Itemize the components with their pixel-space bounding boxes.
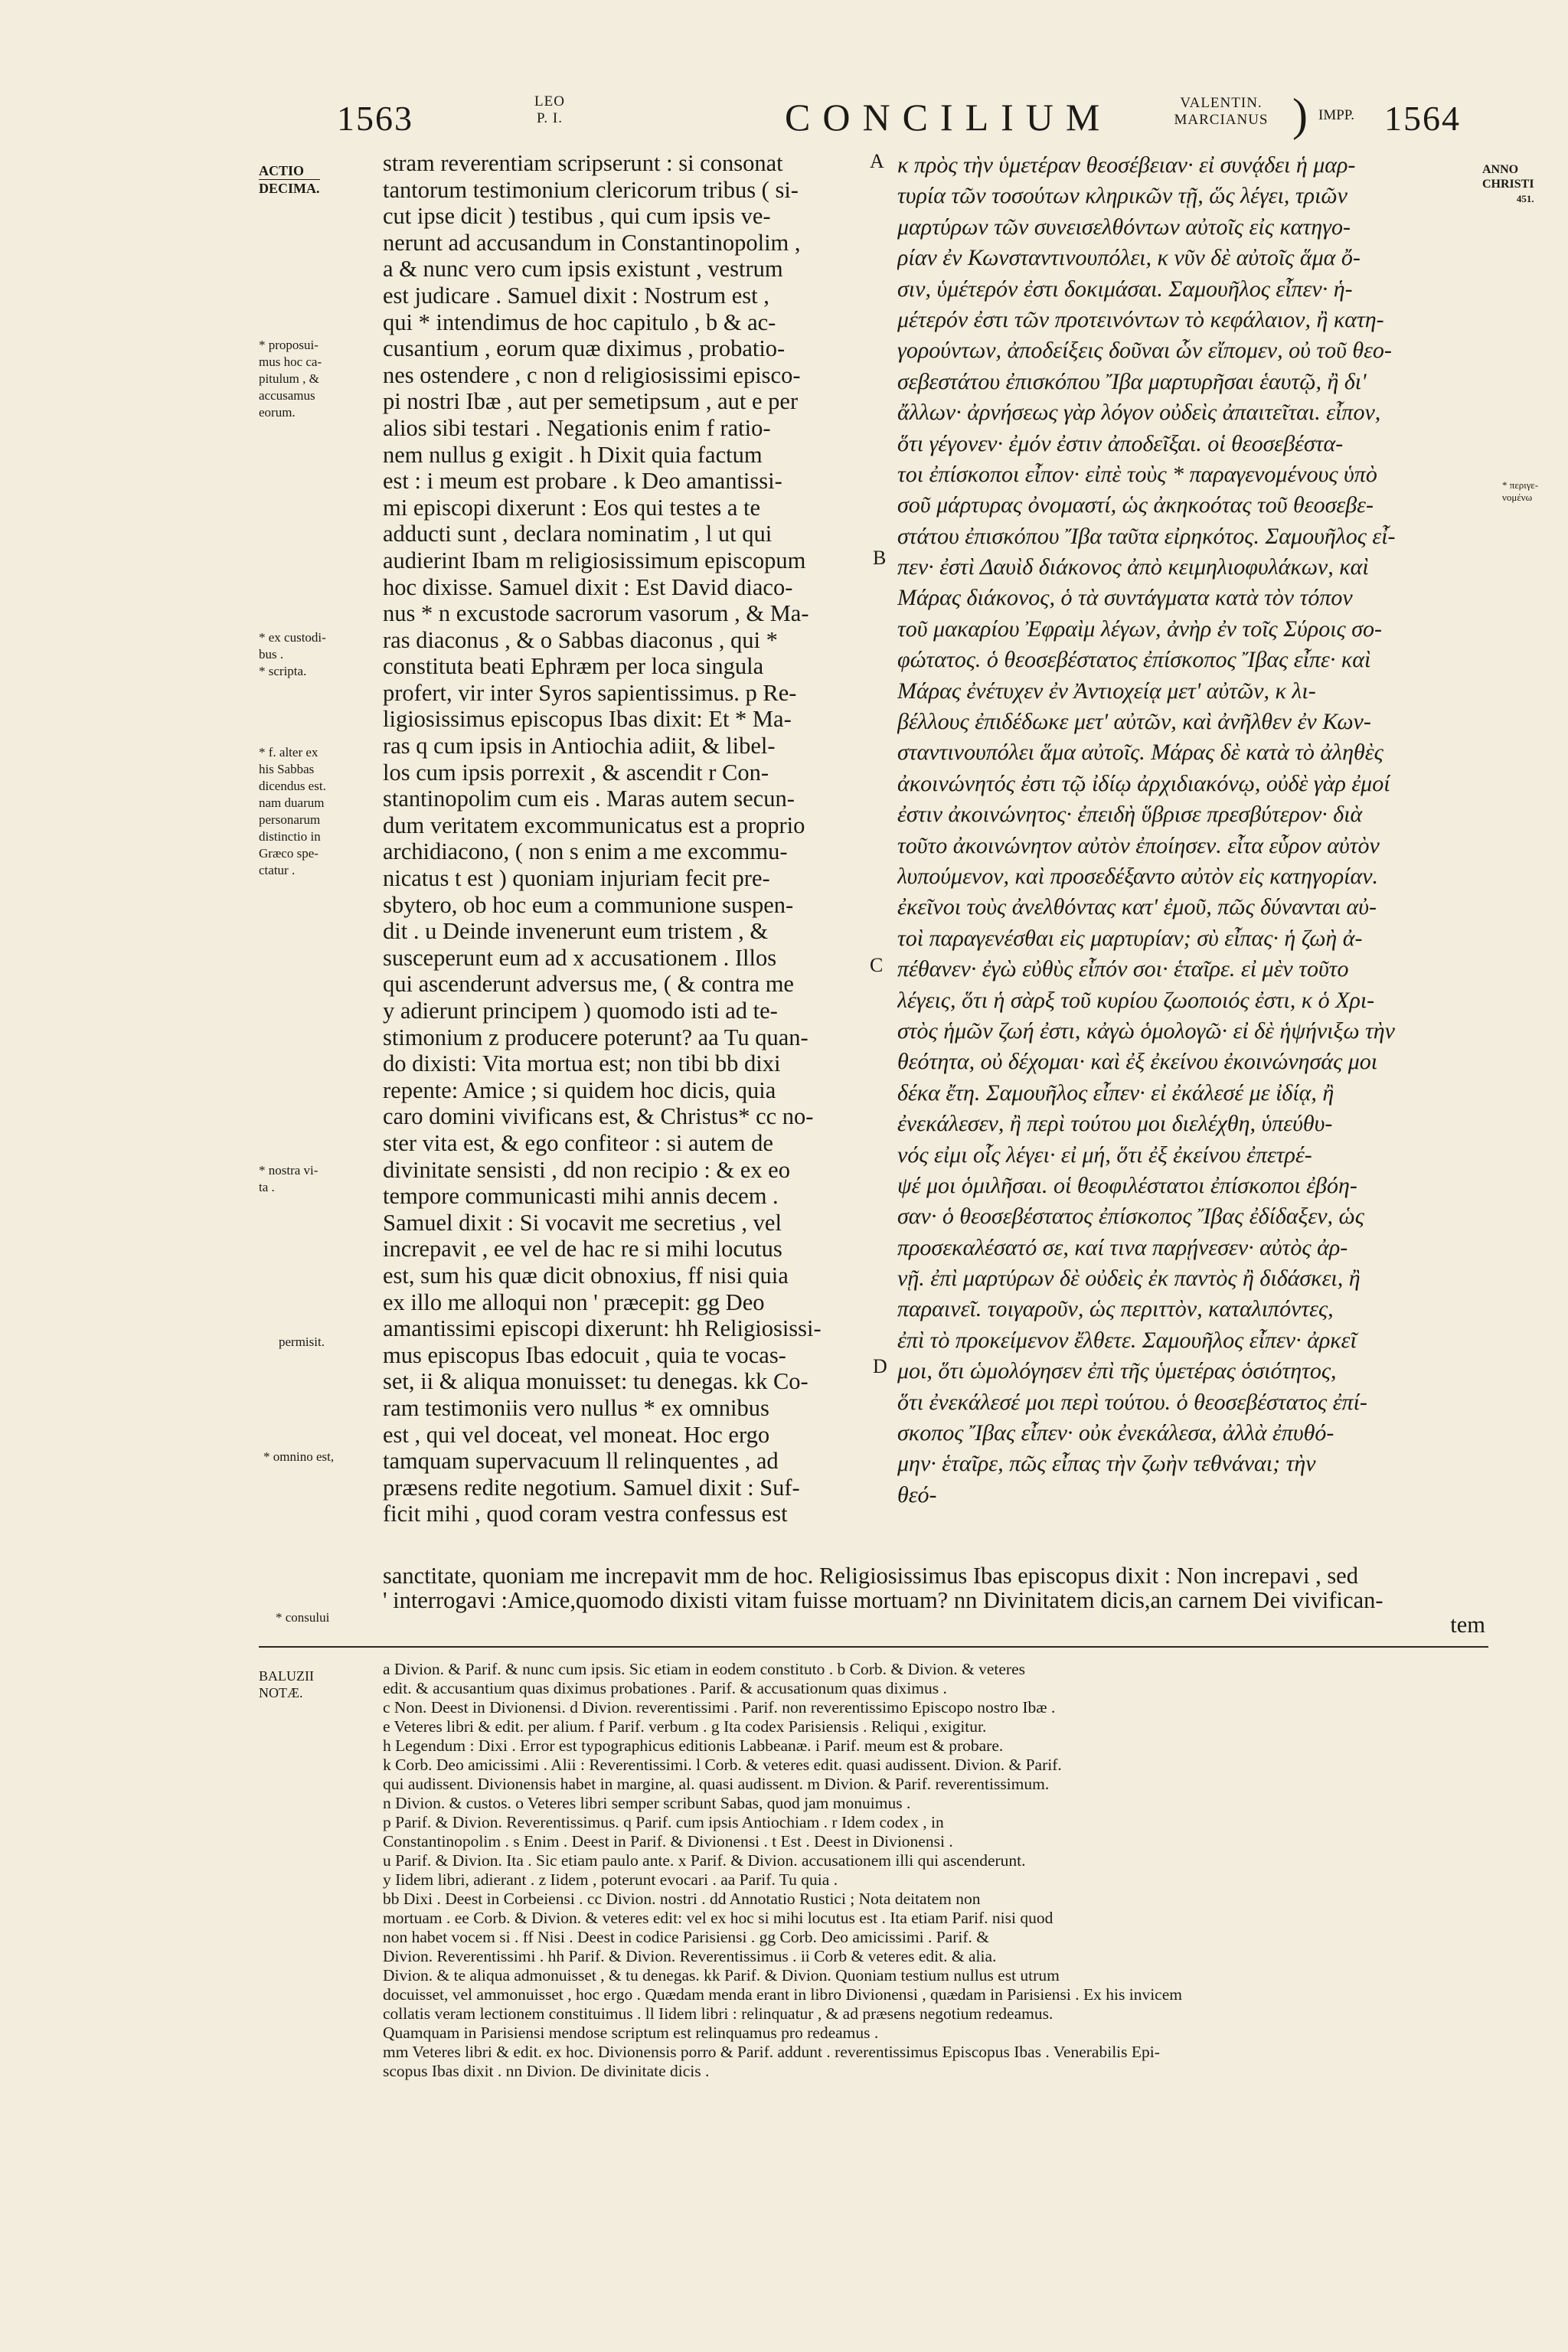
footnote-line: h Legendum : Dixi . Error est typographicus editionis Labbeanæ. i Parif. meum est & probare. — [383, 1736, 1004, 1755]
latin-line: adducti sunt , declara nominatim , l ut qui — [383, 521, 773, 547]
greek-line: στάτου ἐπισκόπου Ἴβα ταῦτα εἰρηκότος. Σαμουῆλος εἶ- — [897, 523, 1396, 549]
sidenote-custodibus: * ex custodi- bus . * scripta. — [259, 630, 326, 678]
latin-line: nus * n excustode sacrorum vasorum , & Ma- — [383, 600, 809, 627]
latin-line: stantinopolim cum eis . Maras autem secun- — [383, 786, 795, 812]
header-marcianus: MARCIANUS — [1174, 112, 1269, 128]
footnote-line: scopus Ibas dixit . nn Divion. De divinitate dicis . — [383, 2062, 710, 2080]
latin-line: profert, vir inter Syros sapientissimus. p Re- — [383, 679, 797, 706]
greek-line: ὅτι ἐνεκάλεσέ μοι περὶ τούτου. ὁ θεοσεβέστατος ἐπί- — [897, 1389, 1367, 1415]
greek-line: ἐνεκάλεσεν, ἢ περὶ τούτου μοι διελέχθη, ὑπεύθυ- — [897, 1111, 1333, 1137]
latin-line: set, ii & aliqua monuisset: tu denegas. kk Co- — [383, 1368, 808, 1395]
latin-line: tamquam supervacuum ll relinquentes , ad — [383, 1448, 779, 1475]
latin-line: do dixisti: Vita mortua est; non tibi bb dixi — [383, 1050, 781, 1077]
greek-line: τοὶ παραγενέσθαι εἰς μαρτυρίαν; σὺ εἶπας· ἡ ζωὴ ἀ- — [897, 925, 1363, 951]
greek-line: σοῦ μάρτυρας ὀνομαστί, ὡς ἀκηκοότας τοῦ θεοσεβε- — [897, 492, 1374, 518]
greek-line: μαρτύρων τῶν συνεισελθόντων αὐτοῖς εἰς κατηγο- — [897, 214, 1351, 240]
greek-line: τυρία τῶν τοσούτων κληρικῶν τῇ, ὥς λέγει, τριῶν — [897, 183, 1348, 209]
latin-line: audierint Ibam m religiosissimum episcopum — [383, 547, 806, 573]
page-number-left: 1563 — [337, 99, 413, 138]
greek-line: θεότητα, οὐ δέχομαι· καὶ ἐξ ἐκείνου ἐκοινώνησάς μοι — [897, 1049, 1378, 1075]
footnote-line: k Corb. Deo amicissimi . Alii : Reverentissimi. l Corb. & veteres edit. quasi audissent. Divion. & Parif. — [383, 1756, 1062, 1774]
decima-word: DECIMA. — [259, 181, 320, 196]
greek-line: σταντινουπόλει ἅμα αὐτοῖς. Μάρας δὲ κατὰ τὸ ἀληθὲς — [897, 740, 1383, 766]
sidenote-nostra-vita: * nostra vi- ta . — [259, 1163, 318, 1194]
footnote-line: mm Veteres libri & edit. ex hoc. Divionensis porro & Parif. addunt . reverentissimus Episcopus Ibas . Venerabilis Epi- — [383, 2043, 1160, 2061]
latin-line: constituta beati Ephræm per loca singula — [383, 653, 764, 680]
latin-line: increpavit , ee vel de hac re si mihi locutus — [383, 1236, 782, 1263]
latin-line: los cum ipsis porrexit , & ascendit r Con- — [383, 759, 769, 786]
latin-line: est judicare . Samuel dixit : Nostrum est , — [383, 282, 769, 309]
actio-label — [259, 162, 320, 197]
latin-line: caro domini vivificans est, & Christus* cc no- — [383, 1103, 814, 1130]
latin-line: mi episcopi dixerunt : Eos qui testes a te — [383, 494, 760, 521]
full-width-text — [383, 1563, 1485, 1637]
latin-line: Samuel dixit : Si vocavit me secretius , vel — [383, 1209, 782, 1236]
latin-line: est, sum his quæ dicit obnoxius, ff nisi quia — [383, 1262, 789, 1289]
section-marker-b: B — [873, 547, 887, 569]
footnote-line: qui audissent. Divionensis habet in margine, al. quasi audissent. m Divion. & Parif. reverentissimum. — [383, 1775, 1050, 1793]
greek-line: Μάρας ἐνέτυχεν ἐν Ἀντιοχείᾳ μετ' αὐτῶν, κ λι- — [897, 678, 1316, 704]
latin-line: ligiosissimus episcopus Ibas dixit: Et * Ma- — [383, 706, 792, 733]
greek-line: τοι ἐπίσκοποι εἶπον· εἰπὲ τοὺς * παραγενομένους ὑπὸ — [897, 461, 1377, 487]
latin-line: hoc dixisse. Samuel dixit : Est David diaco- — [383, 573, 793, 600]
greek-line: βέλλους ἐπιδέδωκε μετ' αὐτῶν, καὶ ἀνῆλθεν ἐν Κων- — [897, 709, 1371, 735]
greek-line: σιν, ὑμέτερόν ἐστι δοκιμάσαι. Σαμουῆλος εἶπεν· ἡ- — [897, 276, 1353, 302]
latin-line: divinitate sensisti , dd non recipio : & ex eo — [383, 1156, 790, 1183]
greek-line: παραινεῖ. τοιγαροῦν, ὡς περιττὸν, καταλιπόντες, — [897, 1296, 1334, 1322]
greek-line: σαν· ὁ θεοσεβέστατος ἐπίσκοπος Ἴβας ἐδίδαξεν, ὡς — [897, 1204, 1364, 1230]
sidenote-permisit: permisit. — [279, 1334, 325, 1349]
greek-line: μην· ἑταῖρε, πῶς εἶπας τὴν ζωὴν τεθνάναι; τὴν — [897, 1451, 1316, 1477]
footnote-line: n Divion. & custos. o Veteres libri semper scribunt Sabas, quod jam monuimus . — [383, 1794, 911, 1812]
greek-line: μέτερόν ἐστι τῶν προτεινόντων τὸ κεφάλαιον, ἢ κατη- — [897, 306, 1384, 332]
greek-line: τοῦτο ἀκοινώνητον αὐτὸν ἐποίησεν. εἶτα εὗρον αὐτὸν — [897, 832, 1380, 858]
sidenote-sabbas: * f. alter ex his Sabbas dicendus est. nam duarum personarum distinctio in Græco spe- ctatur . — [259, 745, 326, 877]
latin-line: præsens redite negotium. Samuel dixit : Suf- — [383, 1474, 800, 1501]
anno-year: 451. — [1516, 193, 1534, 204]
latin-line: dit . u Deinde invenerunt eum tristem , & — [383, 918, 769, 945]
latin-line: pi nostri Ibæ , aut per semetipsum , aut e per — [383, 388, 799, 415]
baluzii-word: BALUZII — [259, 1668, 314, 1684]
section-marker-c: C — [870, 954, 884, 976]
footnote-line: edit. & accusantium quas diximus probationes . Parif. & accusationum quas diximus . — [383, 1679, 947, 1697]
latin-line: dum veritatem excommunicatus est a proprio — [383, 812, 805, 838]
footnote-line: Quamquam in Parisiensi mendose scriptum est relinquamus pro redeamus . — [383, 2024, 879, 2042]
greek-line: τοῦ μακαρίου Ἐφραὶμ λέγων, ἀνὴρ ἐν τοῖς Σύροις σο- — [897, 616, 1383, 642]
latin-line: ster vita est, & ego confiteor : si autem de — [383, 1129, 773, 1156]
latin-line: qui * intendimus de hoc capitulo , b & ac- — [383, 309, 776, 335]
anno-label — [1482, 162, 1534, 206]
latin-line: tantorum testimonium clericorum tribus ( si- — [383, 176, 799, 203]
footnote-line: Divion. Reverentissimi . hh Parif. & Divion. Reverentissimus . ii Corb & veteres edit. & alia. — [383, 1947, 997, 1965]
footnote-line: c Non. Deest in Divionensi. d Divion. reverentissimi . Parif. non reverentissimo Episcopo nostro Ibæ . — [383, 1698, 1056, 1717]
latin-line: ras q cum ipsis in Antiochia adiit, & libel- — [383, 733, 776, 760]
greek-line: πέθανεν· ἐγὼ εὐθὺς εἶπόν σοι· ἑταῖρε. εἰ μὲν τοῦτο — [897, 956, 1349, 982]
latin-line: repente: Amice ; si quidem hoc dicis, quia — [383, 1076, 776, 1103]
latin-line: a & nunc vero cum ipsis existunt , vestrum — [383, 256, 783, 283]
actio-word: ACTIO — [259, 162, 320, 180]
latin-line: ras diaconus , & o Sabbas diaconus , qui * — [383, 626, 778, 653]
footnote-line: Divion. & te aliqua admonuisset , & tu denegas. kk Parif. & Divion. Quoniam testium nullus est utrum — [383, 1966, 1060, 1984]
greek-line: κ πρὸς τὴν ὑμετέραν θεοσέβειαν· εἰ συνᾴδει ἡ μαρ- — [897, 152, 1356, 178]
latin-line: qui ascenderunt adversus me, ( & contra me — [383, 971, 794, 998]
latin-line: nem nullus g exigit . h Dixit quia factum — [383, 441, 763, 468]
latin-line: cusantium , eorum quæ diximus , probatio- — [383, 335, 786, 362]
greek-line: φώτατος. ὁ θεοσεβέστατος ἐπίσκοπος Ἴβας εἶπε· καὶ — [897, 647, 1371, 673]
latin-line: est : i meum est probare . k Deo amantissi- — [383, 468, 782, 495]
latin-column — [383, 150, 871, 1527]
latin-line: nerunt ad accusandum in Constantinopolim , — [383, 229, 801, 256]
latin-line: archidiacono, ( non s enim a me excommu- — [383, 838, 788, 865]
greek-line: στὸς ἡμῶν ζωή ἐστι, κἀγὼ ὁμολογῶ· εἰ δὲ ἡψήνιξω τὴν — [897, 1018, 1395, 1044]
footnote-line: y Iidem libri, adierant . z Iidem , poterunt evocari . aa Parif. Tu quia . — [383, 1870, 838, 1889]
sidenote-consului: * consului — [276, 1610, 330, 1625]
baluzii-notae-label — [259, 1668, 314, 1701]
footnote-line: e Veteres libri & edit. per alium. f Parif. verbum . g Ita codex Parisiensis . Reliqui , exigitur. — [383, 1717, 987, 1736]
greek-line: ἐπὶ τὸ προκείμενον ἔλθετε. Σαμουῆλος εἶπεν· ἀρκεῖ — [897, 1327, 1357, 1353]
full-line-2: ' interrogavi :Amice,quomodo dixisti vitam fuisse mortuam? nn Divinitatem dicis,an carnem Dei vivifican- — [383, 1587, 1383, 1613]
greek-line: ἄλλων· ἀρνήσεως γὰρ λόγον οὐδεὶς ἀπαιτεῖται. εἶπον, — [897, 400, 1381, 426]
latin-line: ficit mihi , quod coram vestra confessus est — [383, 1501, 788, 1527]
header-pi: P. I. — [536, 110, 564, 126]
greek-column — [897, 150, 1487, 1511]
latin-line: nes ostendere , c non d religiosissimi episco- — [383, 361, 801, 388]
anno-word: ANNO — [1482, 163, 1519, 176]
footnote-line: mortuam . ee Corb. & Divion. & veteres edit: vel ex hoc si mihi locutus est . Ita etiam Parif. nisi quod — [383, 1909, 1054, 1927]
notae-word: NOTÆ. — [259, 1685, 303, 1700]
christi-word: CHRISTI — [1482, 178, 1534, 191]
latin-line: stimonium z producere poterunt? aa Tu quan- — [383, 1024, 808, 1050]
footnote-rule — [259, 1646, 1488, 1648]
latin-line: mus episcopus Ibas edocuit , quia te vocas- — [383, 1341, 786, 1368]
greek-line: Μάρας διάκονος, ὁ τὰ συντάγματα κατὰ τὸν τόπον — [897, 585, 1353, 611]
full-line-1: sanctitate, quoniam me increpavit mm de hoc. Religiosissimus Ibas episcopus dixit : Non increpavi , sed — [383, 1563, 1358, 1589]
footnotes-block — [383, 1660, 1489, 2081]
header-pope — [527, 93, 573, 127]
greek-line: ἐστιν ἀκοινώνητος· ἐπειδὴ ὕβρισε πρεσβύτερον· διὰ — [897, 802, 1363, 828]
greek-line: σκοπος Ἴβας εἶπεν· οὐκ ἐνεκάλεσα, ἀλλὰ ἐπυθό- — [897, 1420, 1334, 1446]
footnote-line: docuisset, vel ammonuisset , hoc ergo . Quædam menda erant in libro Divionensi , quædam in Parisiensi . Ex his invicem — [383, 1985, 1182, 2004]
header-impp: IMPP. — [1318, 107, 1354, 123]
greek-line: λέγεις, ὅτι ἡ σὰρξ τοῦ κυρίου ζωοποιός ἐστι, κ ὁ Χρι- — [897, 987, 1375, 1013]
greek-line: γορούντων, ἀποδείξεις δοῦναι ὧν εἴπομεν, οὐ τοῦ θεο- — [897, 338, 1392, 364]
footnote-line: Constantinopolim . s Enim . Deest in Parif. & Divionensi . t Est . Deest in Divionensi . — [383, 1832, 953, 1851]
latin-line: alios sibi testari . Negationis enim f ratio- — [383, 414, 771, 441]
footnote-line: non habet vocem si . ff Nisi . Deest in codice Parisiensi . gg Corb. Deo amicissimi . Parif. & — [383, 1928, 989, 1946]
greek-line: νός εἰμι οἷς λέγει· εἰ μή, ὅτι ἐξ ἐκείνου ἐπετρέ- — [897, 1142, 1312, 1168]
header-valentin: VALENTIN. — [1180, 95, 1263, 111]
header-leo: LEO — [534, 93, 565, 109]
latin-line: y adierunt principem ) quomodo isti ad te- — [383, 998, 778, 1024]
latin-line: sbytero, ob hoc eum a communione suspen- — [383, 891, 794, 918]
greek-line: πεν· ἐστὶ Δαυὶδ διάκονος ἀπὸ κειμηλιοφυλάκων, καὶ — [897, 554, 1369, 580]
header-brace: ) — [1292, 90, 1308, 140]
greek-line: μοι, ὅτι ὡμολόγησεν ἐπὶ τῆς ὑμετέρας ὁσιότητος, — [897, 1358, 1337, 1384]
greek-line: προσεκαλέσατό σε, καί τινα παρῄνεσεν· αὐτὸς ἀρ- — [897, 1234, 1348, 1260]
page-number-right: 1564 — [1384, 99, 1461, 138]
footnote-line: a Divion. & Parif. & nunc cum ipsis. Sic etiam in eodem constituto . b Corb. & Divion. & veteres — [383, 1660, 1025, 1678]
footnote-line: collatis veram lectionem constituimus . ll Iidem libri : relinquatur , & ad præsens negotium redeamus. — [383, 2004, 1054, 2023]
header-emperors — [1156, 95, 1286, 129]
sidenote-greek: * περιγε- νομένω — [1502, 479, 1539, 503]
greek-line: ὅτι γέγονεν· ἐμόν ἐστιν ἀποδεῖξαι. οἱ θεοσεβέστα- — [897, 430, 1344, 456]
footnote-line: p Parif. & Divion. Reverentissimus. q Parif. cum ipsis Antiochiam . r Idem codex , in — [383, 1813, 944, 1831]
footnote-line: u Parif. & Divion. Ita . Sic etiam paulo ante. x Parif. & Divion. accusationem illi qui ascenderunt. — [383, 1851, 1026, 1870]
greek-line: θεό- — [897, 1481, 937, 1508]
sidenote-omnino: * omnino est, — [263, 1449, 335, 1464]
greek-line: ἐκεῖνοι τοὺς ἀνελθόντας κατ' ἐμοῦ, πῶς δύνανται αὐ- — [897, 894, 1377, 920]
latin-line: ex illo me alloqui non ' præcepit: gg Deo — [383, 1289, 765, 1315]
greek-line: σεβεστάτου ἐπισκόπου Ἴβα μαρτυρῆσαι ἑαυτῷ, ἢ δι' — [897, 368, 1367, 394]
latin-line: tempore communicasti mihi annis decem . — [383, 1183, 779, 1210]
greek-line: νῇ. ἐπὶ μαρτύρων δὲ οὐδεὶς ἐκ παντὸς ἢ διδάσκει, ἢ — [897, 1266, 1361, 1292]
footnote-line: bb Dixi . Deest in Corbeiensi . cc Divion. nostri . dd Annotatio Rustici ; Nota deitatem non — [383, 1890, 981, 1908]
latin-line: ram testimoniis vero nullus * ex omnibus — [383, 1394, 769, 1421]
section-marker-d: D — [873, 1355, 887, 1377]
latin-line: est , qui vel doceat, vel moneat. Hoc ergo — [383, 1421, 770, 1448]
greek-line: ἀκοινώνητός ἐστι τῷ ἰδίῳ ἀρχιδιακόνῳ, οὐδὲ γὰρ ἐμοί — [897, 770, 1390, 796]
latin-line: amantissimi episcopi dixerunt: hh Religiosissi- — [383, 1315, 822, 1342]
greek-line: λυπούμενον, καὶ προσεδέξαντο αὐτὸν εἰς κατηγορίαν. — [897, 863, 1379, 889]
greek-line: ρίαν ἐν Κωνσταντινουπόλει, κ νῦν δὲ αὐτοῖς ἅμα ὄ- — [897, 245, 1361, 271]
latin-line: susceperunt eum ad x accusationem . Illos — [383, 944, 777, 971]
greek-line: δέκα ἔτη. Σαμουῆλος εἶπεν· εἰ ἐκάλεσέ με ἰδίᾳ, ἢ — [897, 1080, 1334, 1106]
latin-line: cut ipse dicit ) testibus , qui cum ipsis ve- — [383, 203, 771, 230]
section-marker-a: A — [870, 150, 884, 172]
full-line-3: tem — [1450, 1612, 1485, 1638]
latin-line: stram reverentiam scripserunt : si consonat — [383, 150, 783, 176]
latin-line: nicatus t est ) quoniam injuriam fecit pre- — [383, 865, 770, 892]
greek-line: ψέ μοι ὁμιλῆσαι. οἱ θεοφιλέστατοι ἐπίσκοποι ἐβόη- — [897, 1172, 1357, 1198]
sidenote-proposuimus: * proposui- mus hoc ca- pitulum , & accusamus eorum. — [259, 338, 322, 420]
page-title: CONCILIUM — [785, 96, 1112, 139]
